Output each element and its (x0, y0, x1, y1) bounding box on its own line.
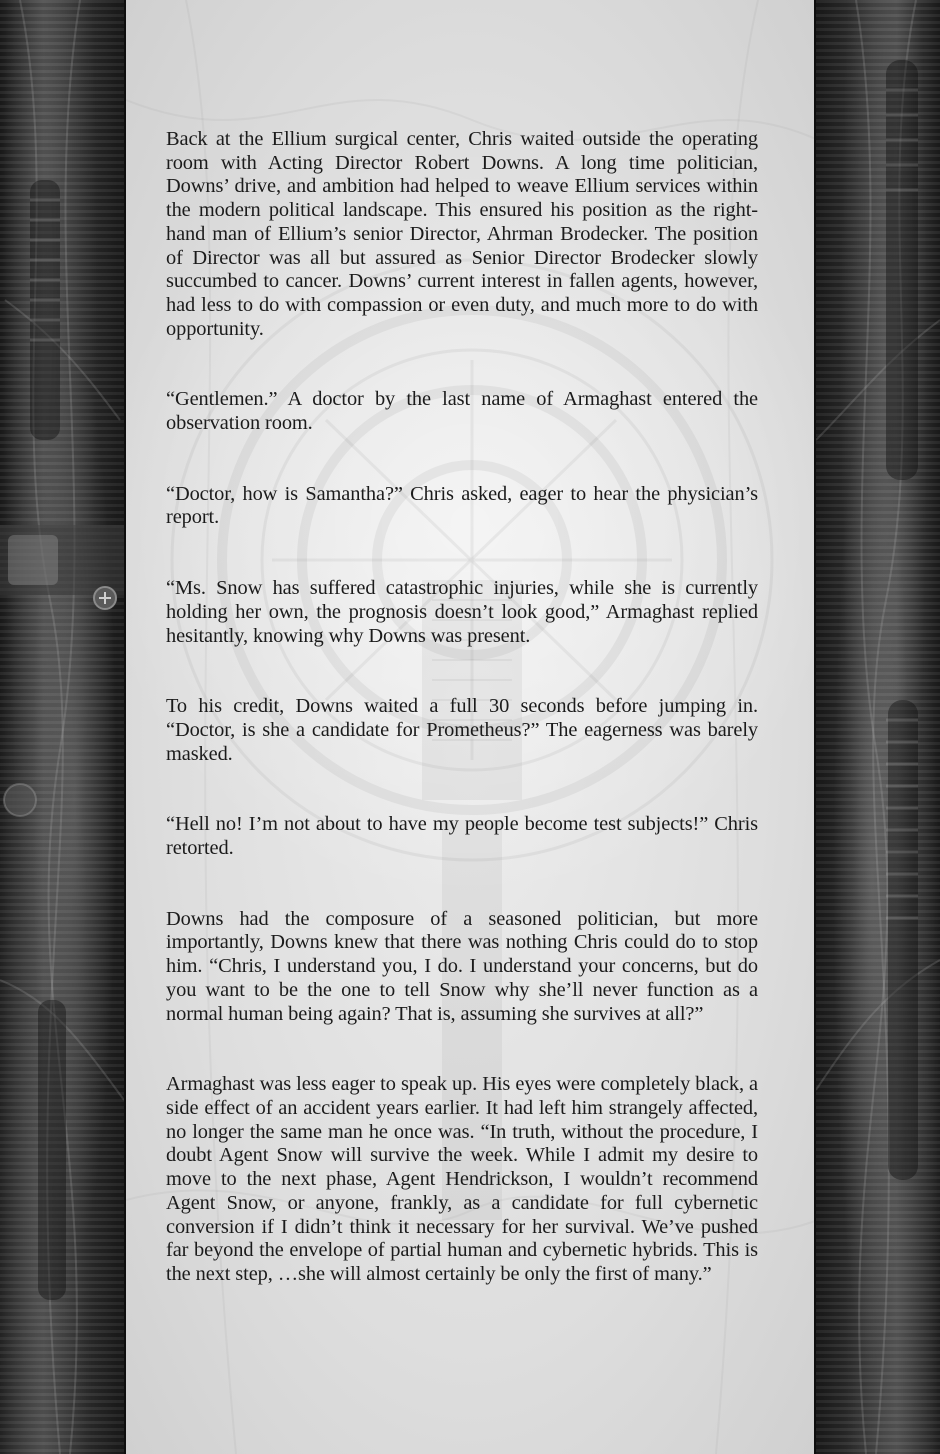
paragraph-7: Downs had the composure of a seasoned politician, but more importantly, Downs knew that there was nothing Chris could do to stop him. “Chris, I understand you, I do. I understand your concerns, but do you want to be the one to tell Snow why she’ll never function as a normal human being again? That is, assuming she survives at all?” (166, 907, 758, 1025)
text-panel (124, 0, 816, 1454)
story-text (166, 128, 758, 1287)
machinery-artwork-left (0, 0, 124, 1454)
paragraph-1: Back at the Ellium surgical center, Chris waited outside the operating room with Acting Director Robert Downs. A long time politician, Downs’ drive, and ambition had helped to weave Ellium services within the modern political landscape. This ensured his position as the right-hand man of Ellium’s senior Director, Ahrman Brodecker. The position of Director was all but assured as Senior Director Brodecker slowly succumbed to cancer. Downs’ current interest in fallen agents, however, had less to do with compassion or even duty, and much more to do with opportunity. (166, 128, 758, 340)
paragraph-2: “Gentlemen.” A doctor by the last name of Armaghast entered the observation room. (166, 388, 758, 435)
paragraph-5: To his credit, Downs waited a full 30 seconds before jumping in. “Doctor, is she a candidate for Prometheus?” The eagerness was barely masked. (166, 695, 758, 765)
left-decorative-border (0, 0, 124, 1454)
paragraph-3: “Doctor, how is Samantha?” Chris asked, eager to hear the physician’s report. (166, 482, 758, 529)
machinery-artwork-right (816, 0, 940, 1454)
paragraph-6: “Hell no! I’m not about to have my people become test subjects!” Chris retorted. (166, 813, 758, 860)
paragraph-4: “Ms. Snow has suffered catastrophic injuries, while she is currently holding her own, the prognosis doesn’t look good,” Armaghast replied hesitantly, knowing why Downs was present. (166, 577, 758, 647)
right-decorative-border (816, 0, 940, 1454)
paragraph-8: Armaghast was less eager to speak up. His eyes were completely black, a side effect of an accident years earlier. It had left him strangely affected, no longer the same man he once was. “In truth, without the procedure, I doubt Agent Snow will survive the week. While I admit my desire to move to the next phase, Agent Hendrickson, I wouldn’t recommend Agent Snow, or anyone, frankly, as a candidate for full cybernetic conversion if I didn’t think it necessary for her survival. We’ve pushed far beyond the envelope of partial human and cybernetic hybrids. This is the next step, …she will almost certainly be only the first of many.” (166, 1073, 758, 1285)
